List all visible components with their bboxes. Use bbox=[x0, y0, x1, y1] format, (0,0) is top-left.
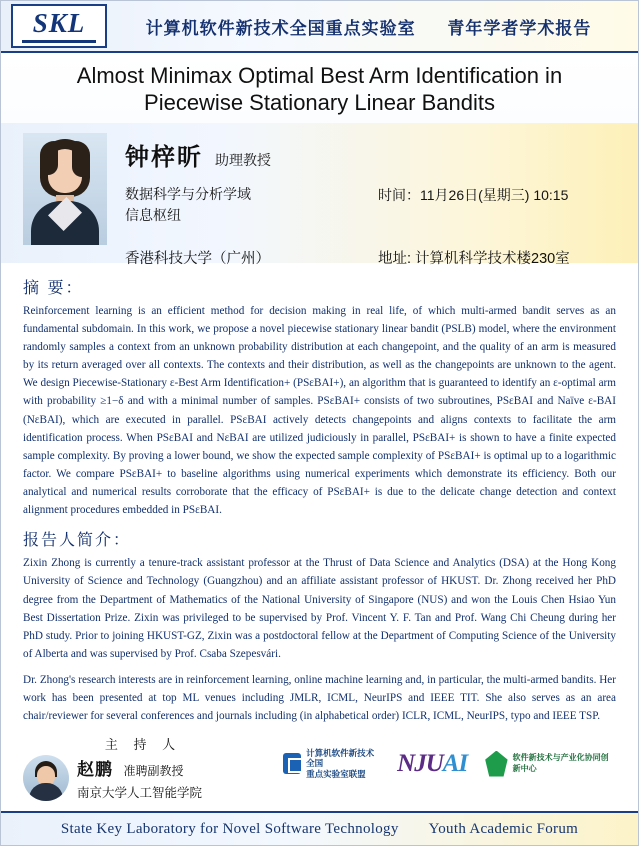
speaker-affiliation-row bbox=[125, 247, 628, 268]
speaker-rank: 助理教授 bbox=[215, 151, 271, 168]
poster-content bbox=[1, 263, 638, 726]
speaker-details bbox=[125, 184, 628, 227]
speaker-photo bbox=[23, 133, 107, 245]
lab-title: 计算机软件新技术全国重点实验室 bbox=[145, 18, 416, 38]
poster-footer bbox=[1, 811, 638, 845]
bio-body bbox=[23, 554, 616, 725]
poster-header bbox=[1, 1, 638, 53]
footer-lab-name: State Key Laboratory for Novel Software Technology bbox=[60, 820, 399, 837]
skl-logo-text: SKL bbox=[32, 7, 86, 38]
title-block bbox=[1, 53, 638, 123]
sponsor-logos bbox=[263, 734, 616, 780]
host-photo bbox=[23, 755, 69, 801]
speaker-department-line1: 数据科学与分析学域 bbox=[125, 185, 251, 202]
footer-forum-name: Youth Academic Forum bbox=[428, 820, 579, 837]
nju-ai-logo-text: AI bbox=[442, 749, 468, 777]
lab-alliance-logo bbox=[283, 748, 379, 780]
abstract-body bbox=[23, 302, 616, 520]
innovation-center-logo bbox=[485, 751, 616, 777]
host-info bbox=[23, 734, 263, 801]
speaker-department bbox=[125, 184, 251, 227]
host-row bbox=[23, 755, 263, 801]
bio-heading: 报告人简介： bbox=[23, 532, 132, 550]
talk-location: 地址: 计算机科学技术楼230室 bbox=[378, 251, 570, 268]
host-rank: 准聘副教授 bbox=[123, 763, 184, 778]
bio-paragraph-1: Zixin Zhong is currently a tenure-track assistant professor at the Thrust of Data Science and Analytics (DSA) at the Hong Kong University of Science and Technology (Guangzhou) and an affiliate assistant professor of HKUST. Dr. Zhong received her PhD degree from the Department of Mathematics of the National University of Singapore (NUS) and won the Louis Chen Hsiao Yun Best Dissertation Prize. Zixin was privileged to be supervised by Prof. Vincent Y. F. Tan and Prof. Wang Chi Cheung during her PhD study. Prior to joining HKUST-GZ, Zixin was a postdoctoral fellow at the Department of Computing Science of the University of Alberta and was supervised by Prof. Csaba Szepesvári. bbox=[23, 557, 616, 661]
speaker-name: 钟梓昕 bbox=[125, 143, 203, 171]
host-label: 主 持 人 bbox=[104, 736, 182, 752]
host-name: 赵鹏 bbox=[77, 759, 113, 779]
lab-alliance-text bbox=[306, 748, 379, 780]
speaker-department-line2: 信息枢纽 bbox=[125, 207, 181, 224]
abstract-heading: 摘 要： bbox=[23, 279, 84, 297]
forum-title: 青年学者学术报告 bbox=[447, 18, 592, 38]
speaker-name-row bbox=[125, 137, 628, 172]
talk-title: Almost Minimax Optimal Best Arm Identification in Piecewise Stationary Linear Bandits bbox=[76, 63, 563, 115]
speaker-affiliation: 香港科技大学（广州） bbox=[125, 251, 270, 268]
header-title bbox=[107, 14, 638, 39]
skl-logo bbox=[11, 4, 107, 48]
host-block bbox=[1, 734, 638, 801]
nju-logo-text: NJU bbox=[397, 749, 443, 777]
nju-ai-logo bbox=[397, 750, 467, 778]
talk-time: 时间：11月26日(星期三) 10:15 bbox=[378, 186, 569, 203]
abstract-paragraph: Reinforcement learning is an efficient method for decision making in real life, of which multi-armed bandit serves as an fundamental subdomain. In this work, we propose a novel piecewise stationary linear bandit (PSLB) model, where the environment randomly samples a context from an unknown probability distribution at each changepoint, and the quality of an arm is measured by its return averaged over all contexts. The contexts and their distribution, as well as the changepoints are unknown to the agent. We design Piecewise-Stationary ε-Best Arm Identification+ (PSεBAI+), an algorithm that is guaranteed to identify an ε-optimal arm with probability ≥1−δ and with a minimal number of samples. PSεBAI+ consists of two subroutines, PSεBAI and Naïve ε-BAI (NεBAI), which are executed in parallel. PSεBAI actively detects changepoints and aligns contexts to facilitate the arm identification process. When PSεBAI and NεBAI are utilized judiciously in parallel, PSεBAI+ is shown to have a finite expected sample complexity. By proving a lower bound, we show the expected sample complexity of PSεBAI+ is optimal up to a logarithmic factor. We compare PSεBAI+ to baseline algorithms using numerical experiments which demonstrate its efficiency. Both our analytical and numerical results corroborate that the efficacy of PSεBAI+ is due to the delicate change detection and context alignment procedures embedded in PSεBAI. bbox=[23, 304, 616, 517]
host-affiliation: 南京大学人工智能学院 bbox=[77, 785, 203, 800]
lab-alliance-line2: 重点实验室联盟 bbox=[306, 768, 366, 779]
lab-alliance-line1: 计算机软件新技术全国 bbox=[306, 747, 375, 769]
skl-logo-underline bbox=[22, 40, 96, 43]
pentagon-icon bbox=[485, 751, 507, 777]
speaker-band bbox=[1, 123, 638, 268]
host-text bbox=[77, 755, 202, 801]
innovation-center-text: 软件新技术与产业化协同创新中心 bbox=[512, 753, 609, 773]
chip-icon bbox=[283, 753, 301, 774]
speaker-info bbox=[107, 127, 628, 268]
bio-paragraph-2: Dr. Zhong's research interests are in reinforcement learning, online machine learning and, in particular, the multi-armed bandits. Her work has been presented at top ML venues including JMLR, ICML, NeurIPS and IEEE TIT. She also serves as an area chair/reviewer for several conferences and journals including (in alphabetical order) ICLR, ICML, NeurIPS, typo and IEEE TSP. bbox=[23, 674, 616, 723]
